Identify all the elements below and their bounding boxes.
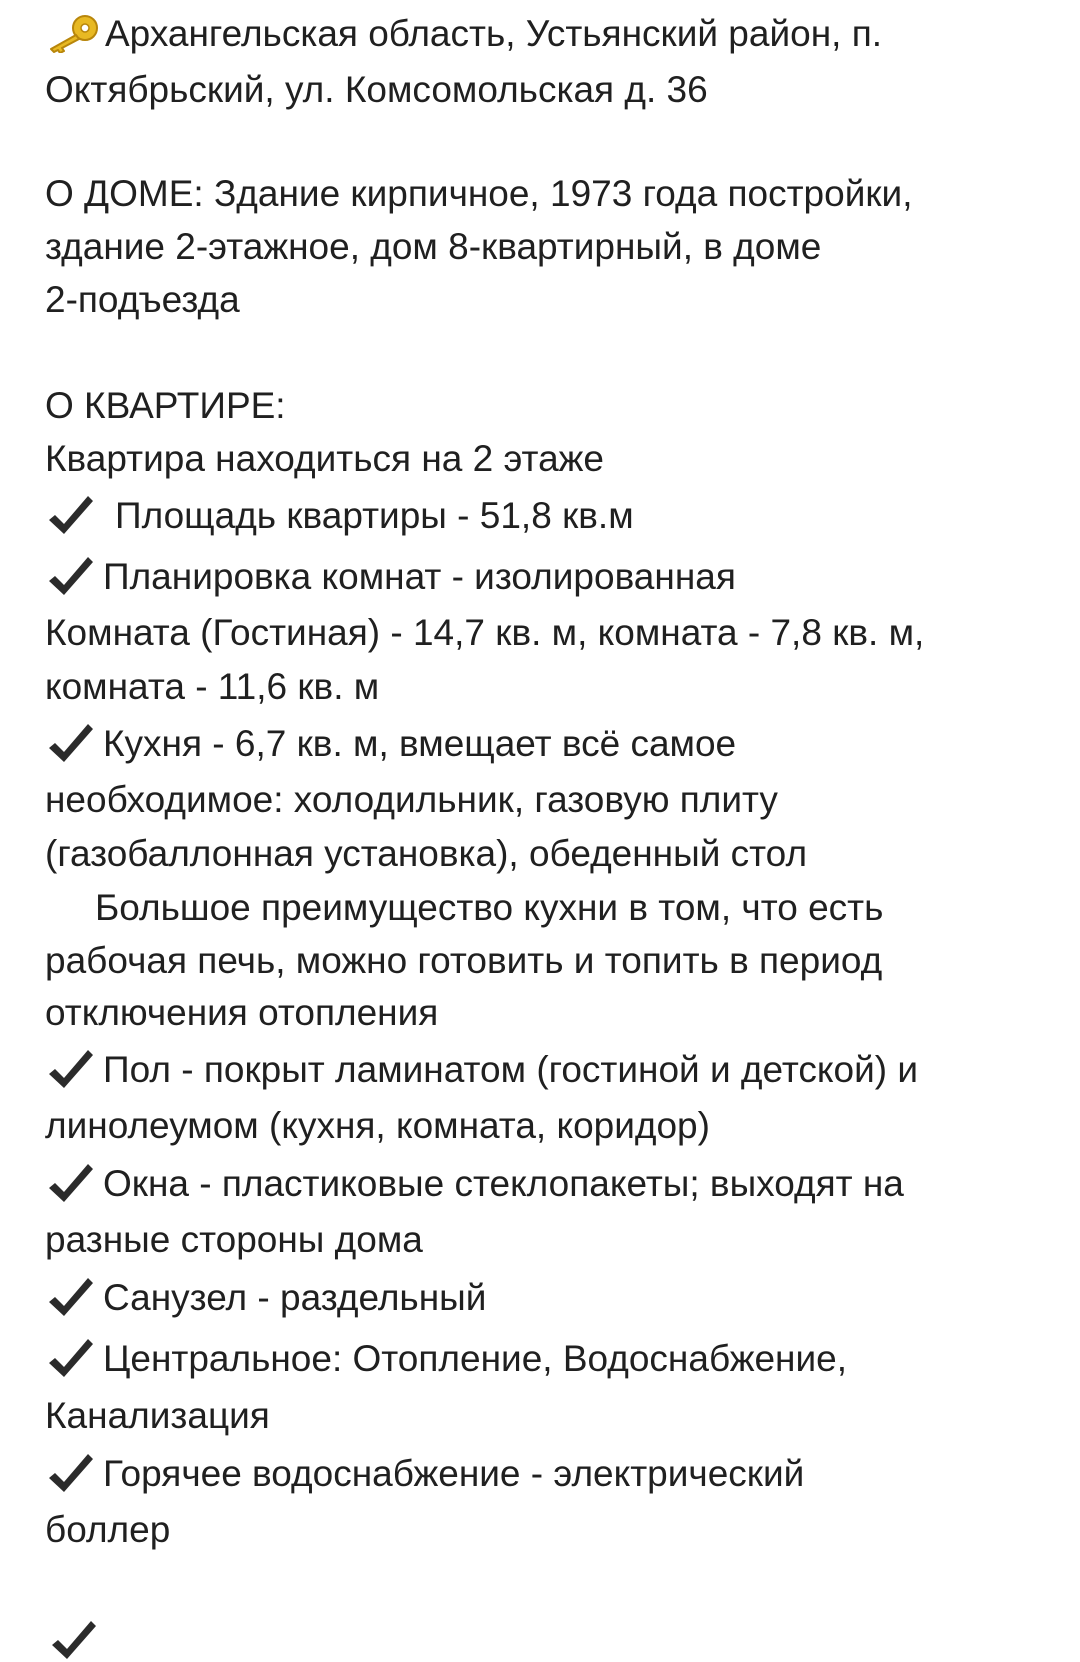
kitchen-line: [45, 826, 807, 882]
feature-area-text: Площадь квартиры - 51,8 кв.м: [115, 495, 634, 536]
house-line: [45, 219, 821, 275]
stove-text-1: Большое преимущество кухни в том, что есть: [95, 887, 884, 928]
check-icon: [45, 721, 95, 765]
kitchen-text-2: необходимое: холодильник, газовую плиту: [45, 779, 778, 820]
rooms-line: [45, 659, 379, 715]
windows-line: [45, 1212, 423, 1268]
kitchen-text-1: Кухня - 6,7 кв. м, вмещает всё самое: [103, 723, 737, 764]
bathroom-text: Санузел - раздельный: [103, 1277, 487, 1318]
check-icon: [45, 1047, 95, 1091]
kitchen-line: [45, 772, 778, 828]
feature-bathroom: [45, 1270, 486, 1326]
apartment-floor-text: Квартира находиться на 2 этаже: [45, 438, 604, 479]
stove-line: [45, 985, 438, 1041]
rooms-text-1: Комната (Гостиная) - 14,7 кв. м, комната - 7,8 кв. м,: [45, 612, 925, 653]
hot-water-text-2: боллер: [45, 1509, 171, 1550]
kitchen-text-3: (газобаллонная установка), обеденный стол: [45, 833, 808, 874]
rooms-text-2: комната - 11,6 кв. м: [45, 666, 380, 707]
house-line: [45, 272, 240, 328]
check-icon: [45, 1451, 95, 1495]
house-text-3: 2-подъезда: [45, 279, 240, 320]
utilities-text-1: Центральное: Отопление, Водоснабжение,: [103, 1338, 848, 1379]
stove-text-3: отключения отопления: [45, 992, 439, 1033]
house-text-1: О ДОМЕ: Здание кирпичное, 1973 года постройки,: [45, 173, 913, 214]
feature-utilities: [45, 1331, 847, 1387]
stove-line: [45, 933, 882, 989]
feature-hot-water: [45, 1446, 804, 1502]
apartment-floor: [45, 431, 604, 487]
apartment-heading-text: О КВАРТИРЕ:: [45, 385, 286, 426]
windows-text-1: Окна - пластиковые стеклопакеты; выходят на: [103, 1163, 904, 1204]
apartment-heading: [45, 378, 286, 434]
floor-cover-text-2: линолеумом (кухня, комната, коридор): [45, 1105, 710, 1146]
address-line: [45, 62, 708, 118]
utilities-text-2: Канализация: [45, 1395, 270, 1436]
feature-windows: [45, 1156, 904, 1212]
feature-area: [45, 488, 634, 544]
key-icon: [45, 13, 101, 53]
check-icon: [45, 493, 95, 537]
hot-water-line: [45, 1502, 170, 1558]
stove-line: [45, 880, 883, 936]
floor-cover-text-1: Пол - покрыт ламинатом (гостиной и детской) и: [103, 1049, 919, 1090]
address-text-2: Октябрьский, ул. Комсомольская д. 36: [45, 69, 708, 110]
check-icon: [45, 1161, 95, 1205]
address-line: [45, 6, 882, 62]
check-icon: [45, 554, 95, 598]
windows-text-2: разные стороны дома: [45, 1219, 423, 1260]
utilities-line: [45, 1388, 270, 1444]
feature-floor-cover: [45, 1042, 918, 1098]
house-text-2: здание 2-этажное, дом 8-квартирный, в доме: [45, 226, 822, 267]
rooms-line: [45, 605, 924, 661]
floor-cover-line: [45, 1098, 710, 1154]
hot-water-text-1: Горячее водоснабжение - электрический: [103, 1453, 805, 1494]
address-text-1: Архангельская область, Устьянский район, п.: [105, 13, 883, 54]
feature-layout-text: Планировка комнат - изолированная: [103, 556, 736, 597]
feature-layout: [45, 549, 736, 605]
check-icon: [48, 1618, 98, 1662]
check-icon: [45, 1336, 95, 1380]
stove-text-2: рабочая печь, можно готовить и топить в период: [45, 940, 883, 981]
house-section-heading-line: [45, 166, 913, 222]
feature-kitchen: [45, 716, 736, 772]
check-icon: [45, 1275, 95, 1319]
